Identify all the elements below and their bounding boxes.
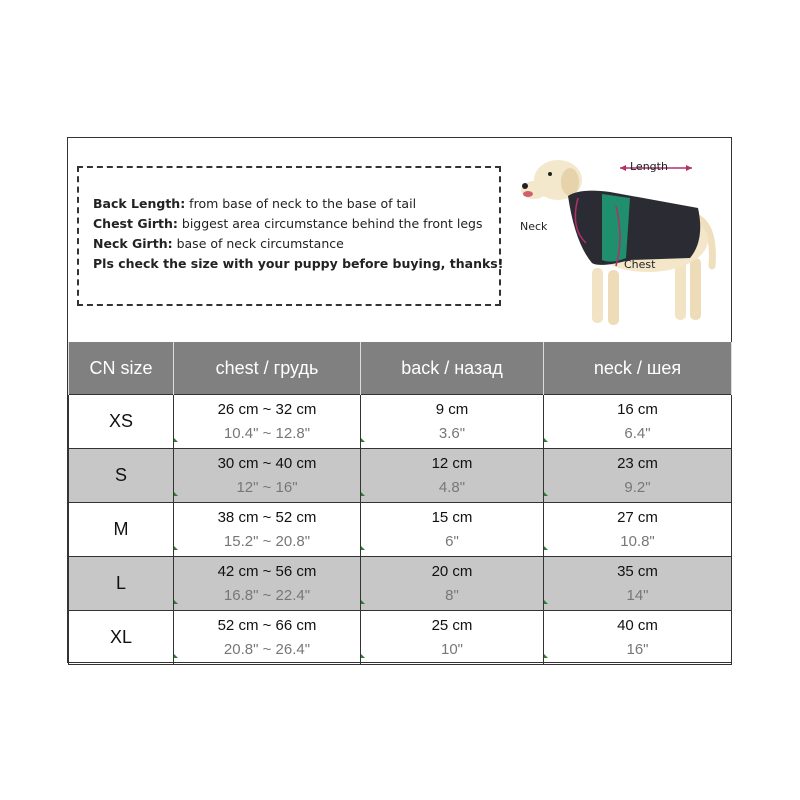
column-header-back: back / назад — [361, 342, 544, 395]
neck-cm: 23 cm — [617, 454, 658, 472]
table-row — [69, 611, 732, 665]
neck-cm: 40 cm — [617, 616, 658, 634]
chest-cm: 42 cm ~ 56 cm — [217, 562, 317, 580]
cell-marker-icon — [544, 546, 548, 550]
cell-marker-icon — [544, 600, 548, 604]
dog-illustration — [520, 148, 730, 338]
neck-cm: 27 cm — [617, 508, 658, 526]
column-header-chest: chest / грудь — [174, 342, 361, 395]
table-header-row — [69, 342, 732, 395]
neck-inch: 14" — [626, 586, 649, 604]
note-back-length — [93, 194, 499, 214]
back-inch: 10" — [440, 640, 463, 658]
note-text: from base of neck to the base of tail — [185, 196, 417, 211]
chest-inch: 15.2" ~ 20.8" — [223, 532, 311, 550]
back-cm: 15 cm — [431, 508, 473, 526]
size-cell: M — [69, 503, 174, 557]
back-cm: 25 cm — [431, 616, 473, 634]
chest-cell — [174, 557, 361, 611]
back-inch: 3.6" — [438, 424, 466, 442]
table-row — [69, 449, 732, 503]
chest-label: Chest — [624, 258, 656, 271]
chest-cm: 38 cm ~ 52 cm — [217, 508, 317, 526]
note-chest-girth — [93, 214, 499, 234]
note-neck-girth — [93, 234, 499, 254]
neck-cm: 35 cm — [617, 562, 658, 580]
cell-marker-icon — [544, 492, 548, 496]
cell-marker-icon — [544, 438, 548, 442]
note-label: Back Length: — [93, 196, 186, 211]
neck-cell — [544, 611, 732, 665]
note-label: Chest Girth: — [93, 216, 178, 231]
neck-inch: 16" — [626, 640, 649, 658]
back-cell — [361, 503, 544, 557]
cell-marker-icon — [174, 492, 178, 496]
neck-cell — [544, 557, 732, 611]
cell-marker-icon — [174, 600, 178, 604]
back-cm: 12 cm — [431, 454, 473, 472]
dog-in-vest-icon — [520, 148, 730, 338]
neck-inch: 6.4" — [624, 424, 651, 442]
table-row — [69, 395, 732, 449]
chest-inch: 16.8" ~ 22.4" — [223, 586, 311, 604]
back-cell — [361, 449, 544, 503]
cell-marker-icon — [174, 438, 178, 442]
back-cell — [361, 557, 544, 611]
size-cell: XS — [69, 395, 174, 449]
column-header-size: CN size — [69, 342, 174, 395]
neck-cell — [544, 395, 732, 449]
cell-marker-icon — [174, 654, 178, 658]
measurement-guide — [68, 138, 731, 342]
neck-label: Neck — [520, 220, 548, 233]
back-inch: 4.8" — [438, 478, 466, 496]
cell-marker-icon — [544, 654, 548, 658]
back-inch: 8" — [445, 586, 459, 604]
size-chart — [67, 137, 732, 663]
cell-marker-icon — [361, 438, 365, 442]
size-cell: XL — [69, 611, 174, 665]
neck-inch: 9.2" — [624, 478, 651, 496]
note-label: Neck Girth: — [93, 236, 173, 251]
cell-marker-icon — [361, 654, 365, 658]
chest-cm: 52 cm ~ 66 cm — [217, 616, 317, 634]
neck-cell — [544, 449, 732, 503]
size-cell: L — [69, 557, 174, 611]
neck-cm: 16 cm — [617, 400, 658, 418]
size-cell: S — [69, 449, 174, 503]
chest-inch: 10.4" ~ 12.8" — [223, 424, 311, 442]
chest-inch: 20.8" ~ 26.4" — [223, 640, 311, 658]
note-check-size: Pls check the size with your puppy before buying, thanks! — [93, 256, 504, 271]
chest-cell — [174, 611, 361, 665]
back-cm: 20 cm — [431, 562, 473, 580]
note-text: base of neck circumstance — [172, 236, 344, 251]
chest-cm: 26 cm ~ 32 cm — [217, 400, 317, 418]
table-row — [69, 503, 732, 557]
size-table — [68, 342, 732, 665]
measurement-notes — [77, 166, 504, 306]
note-text: biggest area circumstance behind the front legs — [177, 216, 483, 231]
length-label: Length — [630, 160, 668, 173]
back-cm: 9 cm — [435, 400, 469, 418]
neck-inch: 10.8" — [620, 532, 655, 550]
chest-cm: 30 cm ~ 40 cm — [217, 454, 317, 472]
table-row — [69, 557, 732, 611]
cell-marker-icon — [361, 492, 365, 496]
chest-cell — [174, 449, 361, 503]
column-header-neck: neck / шея — [544, 342, 732, 395]
chest-cell — [174, 503, 361, 557]
back-cell — [361, 611, 544, 665]
back-inch: 6" — [445, 532, 459, 550]
neck-cell — [544, 503, 732, 557]
chest-cell — [174, 395, 361, 449]
cell-marker-icon — [361, 546, 365, 550]
cell-marker-icon — [174, 546, 178, 550]
cell-marker-icon — [361, 600, 365, 604]
back-cell — [361, 395, 544, 449]
chest-inch: 12" ~ 16" — [236, 478, 298, 496]
